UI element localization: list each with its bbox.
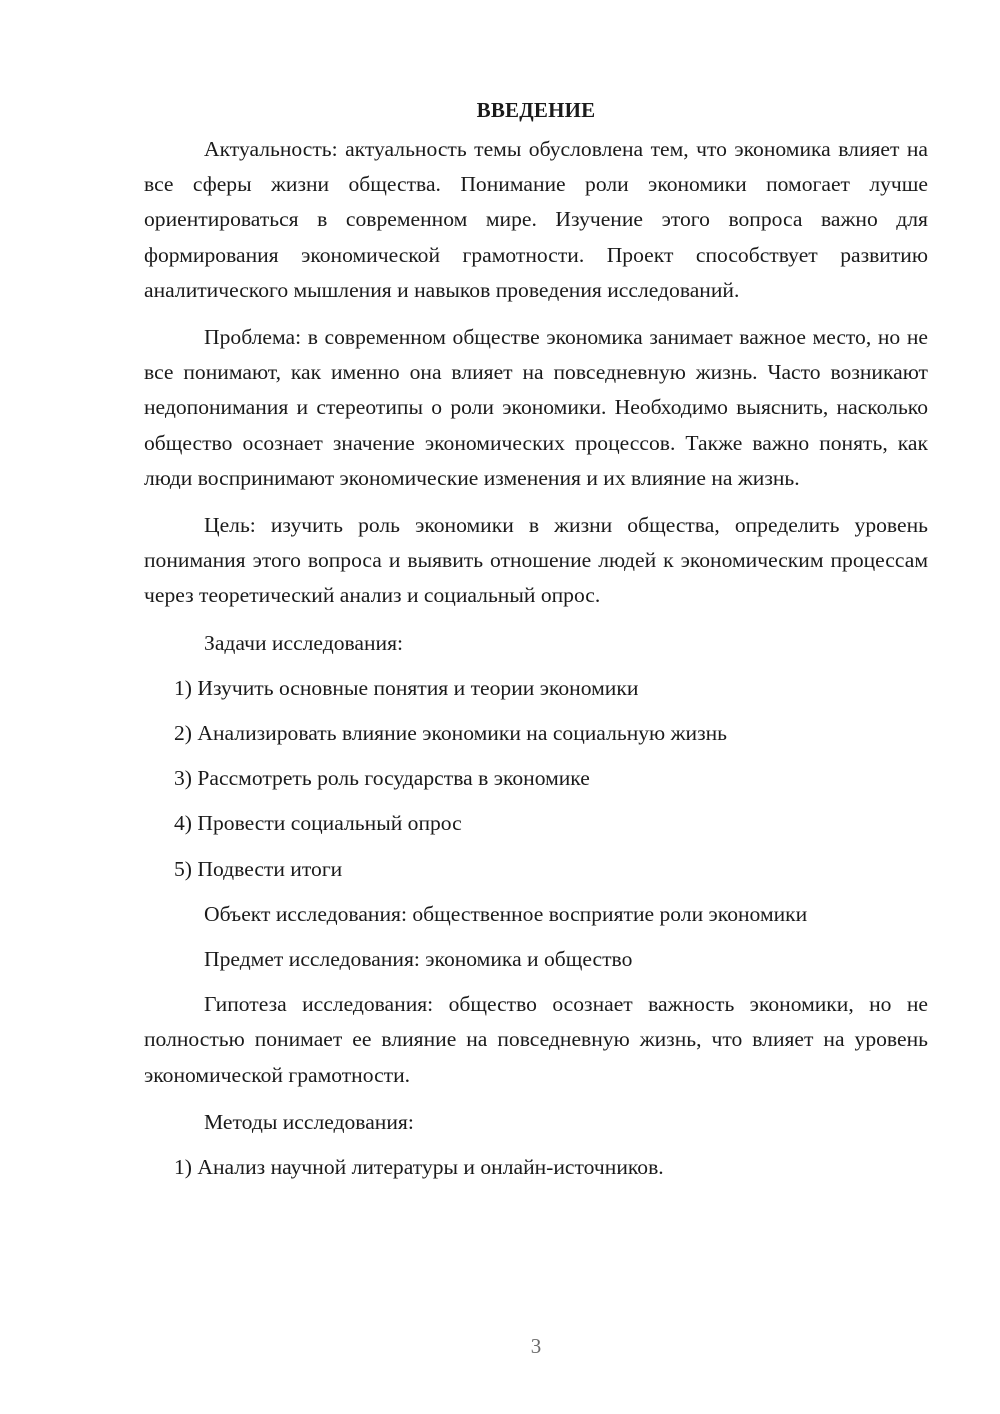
relevance-paragraph: Актуальность: актуальность темы обусловлена тем, что экономика влияет на все сферы жизни общества. Понимание роли экономики помогает лучше ориентироваться в современном мире. Изучение этого вопроса важно для формирования экономической грамотности. Проект способствует развитию аналитического мышления и навыков проведения исследований. — [144, 137, 928, 302]
method-item: 1) Анализ научной литературы и онлайн-источников. — [174, 1155, 664, 1180]
task-item: 5) Подвести итоги — [174, 856, 343, 881]
research-object: Объект исследования: общественное восприятие роли экономики — [204, 901, 808, 926]
page-number: 3 — [530, 1334, 542, 1358]
tasks-title: Задачи исследования: — [204, 630, 404, 655]
task-item: 2) Анализировать влияние экономики на социальную жизнь — [174, 721, 728, 746]
task-item: 1) Изучить основные понятия и теории экономики — [174, 675, 639, 700]
hypothesis-paragraph: Гипотеза исследования: общество осознает важность экономики, но не полностью понимает ее влияние на повседневную жизнь, что влияет на уровень экономической грамотности. — [144, 992, 928, 1087]
research-subject: Предмет исследования: экономика и общество — [204, 947, 633, 972]
task-item: 4) Провести социальный опрос — [174, 811, 462, 836]
section-heading: ВВЕДЕНИЕ — [476, 98, 596, 122]
document-page — [144, 92, 928, 1195]
problem-paragraph: Проблема: в современном обществе экономика занимает важное место, но не все понимают, как именно она влияет на повседневную жизнь. Часто возникают недопонимания и стереотипы о роли экономики. Необходимо выяснить, насколько общество осознает значение экономических процессов. Также важно понять, как люди воспринимают экономические изменения и их влияние на жизнь. — [144, 325, 928, 490]
methods-title: Методы исследования: — [204, 1109, 414, 1134]
task-item: 3) Рассмотреть роль государства в экономике — [174, 766, 590, 791]
goal-paragraph: Цель: изучить роль экономики в жизни общества, определить уровень понимания этого вопроса и выявить отношение людей к экономическим процессам через теоретический анализ и социальный опрос. — [144, 513, 928, 608]
